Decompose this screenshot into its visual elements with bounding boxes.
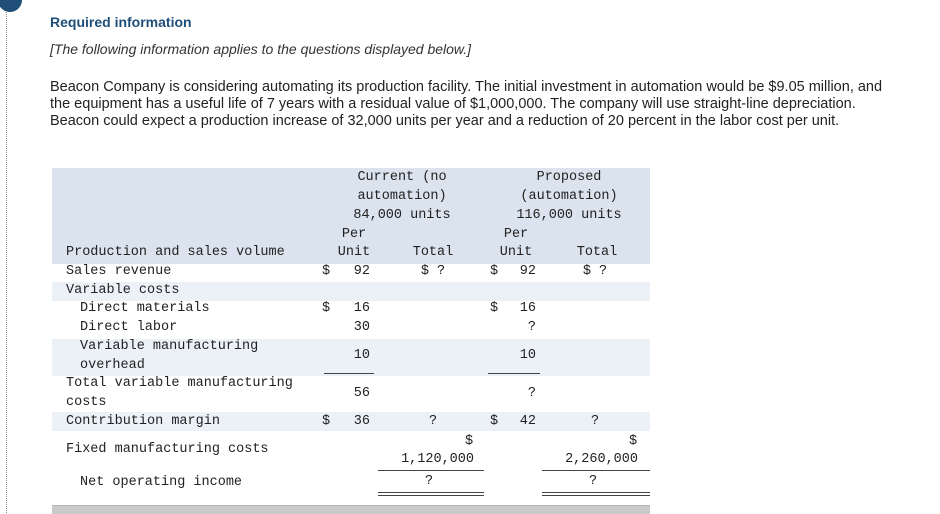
current-total-label: Total [412, 245, 454, 260]
row-label-contribution-margin: Contribution margin [66, 414, 220, 429]
sales-current-unit: 92 [353, 264, 370, 279]
row-label-volume: Production and sales volume [66, 245, 285, 260]
current-per-label: Per [341, 227, 367, 242]
proposed-header-line-2: (automation) [520, 189, 618, 204]
proposed-per-label: Per [503, 227, 529, 242]
row-label-net-operating-income: Net operating income [80, 475, 243, 490]
row-label-var-overhead-2: overhead [80, 358, 145, 373]
cm-current-dollar: $ [322, 414, 331, 429]
fixed-proposed-dollar: $ [629, 434, 638, 449]
proposed-subtotal-rule [488, 373, 540, 374]
current-header-line-1: Current (no [357, 170, 447, 185]
tvc-current-unit: 56 [353, 386, 370, 401]
current-noi-double-rule [378, 492, 484, 496]
fixed-current-dollar: $ [465, 434, 474, 449]
row-label-direct-materials: Direct materials [80, 301, 210, 316]
row-label-total-variable-2: costs [66, 395, 107, 410]
voh-proposed-unit: 10 [519, 348, 536, 363]
row-label-variable-costs: Variable costs [66, 283, 180, 298]
proposed-noi-double-rule [542, 492, 650, 496]
dm-proposed-unit: 16 [519, 301, 536, 316]
fixed-current-total: 1,120,000 [401, 452, 474, 467]
proposed-header-line-1: Proposed [536, 170, 602, 185]
cm-proposed-unit: 42 [519, 414, 536, 429]
sales-proposed-unit: 92 [519, 264, 536, 279]
row-label-var-overhead-1: Variable manufacturing [80, 339, 259, 354]
current-subtotal-rule [324, 373, 374, 374]
proposed-unit-label: Unit [499, 245, 533, 260]
income-comparison-table [52, 168, 650, 513]
sales-proposed-total: $ ? [582, 264, 608, 279]
tvc-proposed-unit: ? [527, 386, 536, 401]
row-label-direct-labor: Direct labor [80, 320, 178, 335]
current-header-line-3: 84,000 units [353, 208, 451, 223]
row-label-sales-revenue: Sales revenue [66, 264, 172, 279]
proposed-fixed-rule [542, 470, 650, 471]
noi-proposed-total: ? [588, 474, 598, 489]
dl-current-unit: 30 [353, 320, 370, 335]
current-fixed-rule [378, 470, 484, 471]
sales-current-total: $ ? [420, 264, 446, 279]
noi-current-total: ? [424, 474, 434, 489]
row-label-fixed-mfg: Fixed manufacturing costs [66, 442, 269, 457]
dm-proposed-dollar: $ [490, 301, 499, 316]
section-heading: Required information [50, 14, 192, 30]
page-left-border [6, 0, 7, 513]
cm-proposed-total: ? [590, 414, 600, 429]
info-note: [The following information applies to the questions displayed below.] [50, 41, 472, 57]
proposed-header-line-3: 116,000 units [516, 208, 622, 223]
fixed-proposed-total: 2,260,000 [565, 452, 638, 467]
current-header-line-2: automation) [357, 189, 447, 204]
problem-paragraph: Beacon Company is considering automating its production facility. The initial investment in automation would be $9.05 million, and the equipment has a useful life of 7 years with a residual value of $1,000,000. The company will use straight-line depreciation. Beacon could expect a production increase of 32,000 units per year and a reduction of 20 percent in the labor cost per unit. [50, 79, 883, 129]
dm-current-dollar: $ [322, 301, 331, 316]
cm-current-total: ? [428, 414, 438, 429]
voh-current-unit: 10 [353, 348, 370, 363]
row-label-total-variable-1: Total variable manufacturing [66, 376, 293, 391]
dl-proposed-unit: ? [527, 320, 536, 335]
current-unit-label: Unit [337, 245, 371, 260]
question-badge [0, 0, 22, 12]
cm-current-unit: 36 [353, 414, 370, 429]
proposed-total-label: Total [576, 245, 618, 260]
dm-current-unit: 16 [353, 301, 370, 316]
cm-proposed-dollar: $ [490, 414, 499, 429]
sales-current-dollar: $ [322, 264, 331, 279]
sales-proposed-dollar: $ [490, 264, 499, 279]
